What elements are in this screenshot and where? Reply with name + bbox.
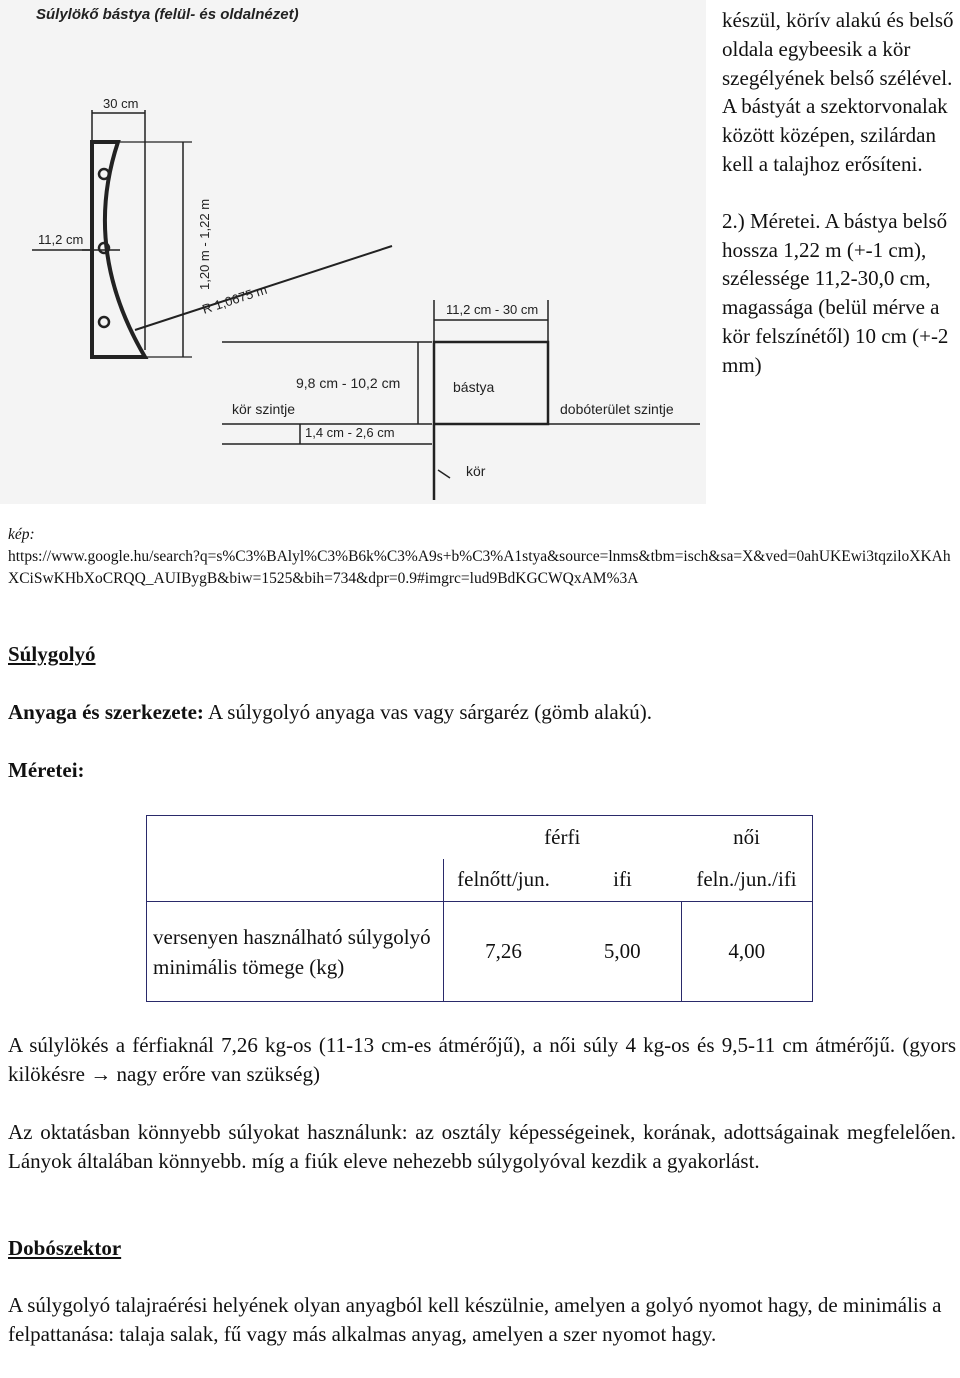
table-header-ferfi: férfi: [443, 816, 682, 859]
source-label: kép:: [8, 526, 35, 543]
label-kor-szintje: kör szintje: [232, 401, 296, 417]
label-kor: kör: [466, 463, 486, 479]
heading-doboszektor: Dobószektor: [8, 1236, 122, 1260]
table-sub-noi: feln./jun./ifi: [682, 859, 813, 902]
table-sub-felnott: felnőtt/jun.: [443, 859, 564, 902]
label-dobo-szintje: dobóterület szintje: [560, 401, 674, 417]
paragraph-sulylokes: A súlylökés a férfiaknál 7,26 kg-os (11-13 cm-es átmérőjű), a női súly 4 kg-os és 9,5-11 cm átmérőjű. (gyors kilökésre → nagy erőre van szükség): [8, 1033, 956, 1086]
anyaga-text: A súlygolyó anyaga vas vagy sárgaréz (gömb alakú).: [203, 700, 652, 724]
anyaga-label: Anyaga és szerkezete:: [8, 700, 204, 724]
figure-title: Súlylökő bástya (felül- és oldalnézet): [36, 6, 299, 23]
label-width-range: 11,2 cm - 30 cm: [446, 302, 539, 317]
side-column-text: [722, 6, 958, 380]
label-height-112: 11,2 cm: [38, 232, 84, 247]
side-paragraph-1: készül, körív alakú és belső oldala egybeesik a kör szegélyének belső szélével. A bástyát a szektorvonalak között középen, szilárdan kell a talajhoz erősíteni.: [722, 8, 954, 176]
table-val-noi: 4,00: [682, 902, 813, 1002]
shot-weight-table: [146, 815, 813, 1002]
label-width-30: 30 cm: [103, 96, 139, 111]
stopboard-diagram: [0, 0, 706, 504]
label-depth-range: 1,4 cm - 2,6 cm: [305, 425, 395, 440]
heading-sulygolyo: Súlygolyó: [8, 642, 96, 666]
table-val-ifi: 5,00: [564, 902, 682, 1002]
anyaga-paragraph: [8, 700, 652, 725]
table-header-noi: női: [682, 816, 813, 859]
source-url[interactable]: https://www.google.hu/search?q=s%C3%BAlyl%C3%B6k%C3%A9s+b%C3%A1stya&source=lnms&tbm=isch&sa=X&ved=0ahUKEwi3tqziloXKAhXCiSwKHbXoCRQQ_AUIBygB&biw=1525&bih=734&dpr=0.9#imgrc=lud9BdKGCWQxAM%3A: [8, 548, 951, 587]
label-bastya: bástya: [453, 379, 495, 395]
table-sub-ifi: ifi: [613, 867, 632, 892]
diagram-svg: [0, 0, 706, 504]
bolt-hole: [99, 317, 109, 327]
table-empty-cell: [147, 816, 444, 859]
label-radius: R 1,0675 m: [200, 281, 269, 317]
image-source: [8, 524, 956, 590]
label-height-range: 9,8 cm - 10,2 cm: [296, 375, 401, 391]
paragraph-doboszektor: A súlygolyó talajraérési helyének olyan anyagból kell készülnie, amelyen a golyó nyomot hagy, de minimális a felpattanása: talaja salak, fű vagy más alkalmas anyag, amelyen a szer nyomot hagy.: [8, 1293, 942, 1346]
label-length: 1,20 m - 1,22 m: [197, 198, 212, 290]
heading-meretei: Méretei:: [8, 758, 85, 782]
table-val-felnott: 7,26: [443, 902, 564, 1002]
table-row-label: versenyen használható súlygolyó minimális tömege (kg): [147, 902, 444, 1002]
paragraph-oktatas: Az oktatásban könnyebb súlyokat használunk: az osztály képességeinek, korának, adottságainak megfelelően. Lányok általában könnyebb. míg a fiúk eleve nehezebb súlygolyóval kezdik a gyakorlást.: [8, 1120, 956, 1173]
table-empty-cell: [147, 859, 444, 902]
side-paragraph-2: 2.) Méretei. A bástya belső hossza 1,22 m (+-1 cm), szélessége 11,2-30,0 cm, magassága (belül mérve a kör felszínétől) 10 cm (+-2 mm): [722, 208, 949, 377]
